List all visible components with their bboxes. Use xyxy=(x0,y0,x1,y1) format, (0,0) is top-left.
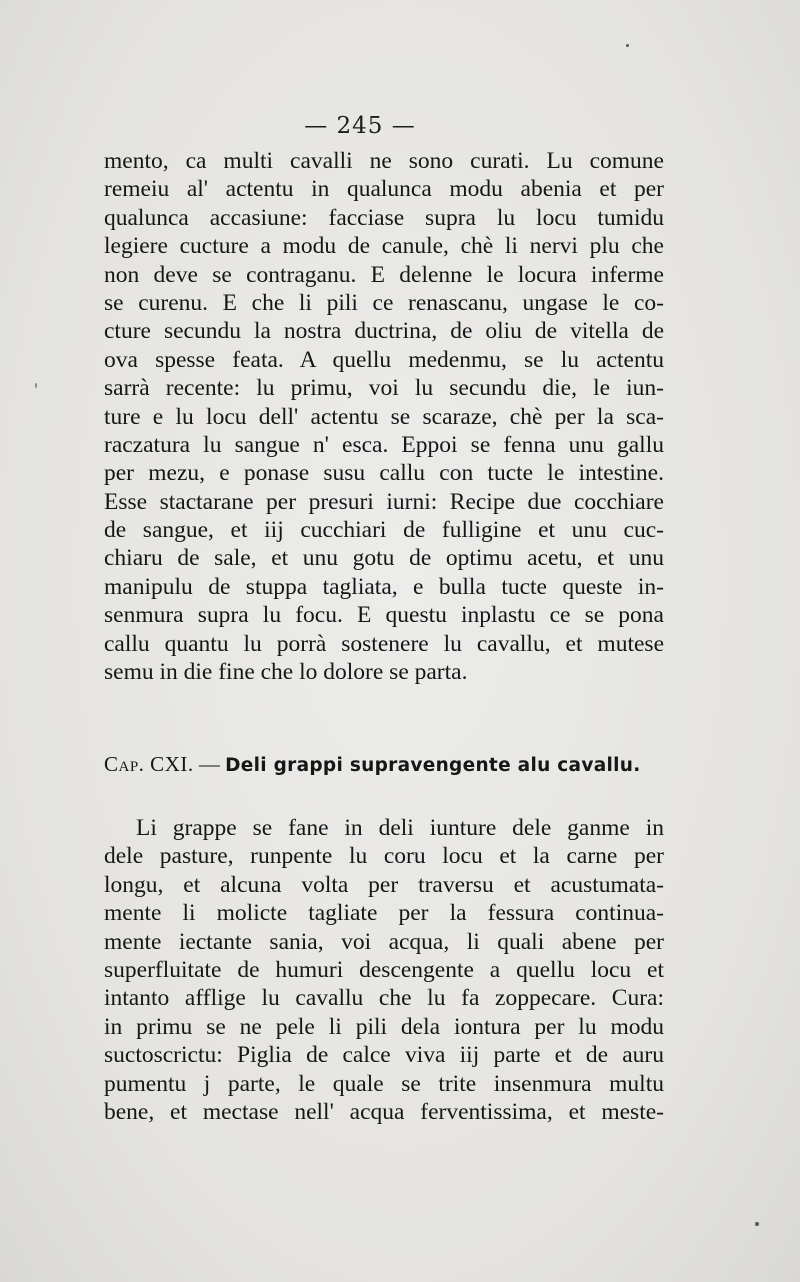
text-line: sarrà recente: lu primu, voi lu secundu die, le iun- xyxy=(104,375,664,402)
paper-speck xyxy=(626,44,629,47)
text-line: manipulu de stuppa tagliata, e bulla tucte queste in- xyxy=(104,573,664,600)
text-line: remeiu al' actentu in qualunca modu abenia et per xyxy=(104,176,664,203)
text-line: ova spesse feata. A quellu medenmu, se lu actentu xyxy=(104,346,664,373)
text-line: Esse stactarane per presuri iurni: Recipe due cocchiare xyxy=(104,488,664,515)
text-line: ture e lu locu dell' actentu se scaraze, chè per la sca- xyxy=(104,403,664,430)
chapter-heading xyxy=(104,752,664,777)
chapter-number: Cap. CXI. xyxy=(104,752,194,776)
text-line: mento, ca multi cavalli ne sono curati. Lu comune xyxy=(104,148,664,174)
text-line: mente li molicte tagliate per la fessura continua- xyxy=(104,900,664,927)
text-line: pumentu j parte, le quale se trite insenmura multu xyxy=(104,1070,664,1097)
text-line: cture secundu la nostra ductrina, de oliu de vitella de xyxy=(104,318,664,345)
text-line: bene, et mectase nell' acqua ferventissima, et meste- xyxy=(104,1098,664,1125)
page-number: — 245 — xyxy=(304,113,416,139)
text-line: chiaru de sale, et unu gotu de optimu acetu, et unu xyxy=(104,545,664,572)
text-line: legiere cucture a modu de canule, chè li nervi plu che xyxy=(104,233,664,260)
text-line: mente iectante sania, voi acqua, li quali abene per xyxy=(104,928,664,955)
text-line: in primu se ne pele li pili dela iontura per lu modu xyxy=(104,1013,664,1040)
text-line: per mezu, e ponase susu callu con tucte le intestine. xyxy=(104,460,664,487)
paragraph-1 xyxy=(104,147,664,686)
text-line: callu quantu lu porrà sostenere lu cavallu, et mutese xyxy=(104,630,664,657)
chapter-title: Deli grappi supravengente alu cavallu. xyxy=(225,755,641,776)
text-line: suctoscrictu: Piglia de calce viva iij parte et de auru xyxy=(104,1042,664,1069)
text-line: superfluitate de humuri descengente a quellu locu et xyxy=(104,956,664,983)
text-line: raczatura lu sangue n' esca. Eppoi se fenna unu gallu xyxy=(104,431,664,458)
chapter-dash: — xyxy=(193,752,226,776)
text-line: longu, et alcuna volta per traversu et acustumata- xyxy=(104,871,664,898)
text-line: intanto afflige lu cavallu che lu fa zoppecare. Cura: xyxy=(104,985,664,1012)
paper-speck xyxy=(755,1222,759,1226)
text-line: se curenu. E che li pili ce renascanu, ungase le co- xyxy=(104,289,664,316)
text-line: semu in die fine che lo dolore se parta. xyxy=(104,659,468,686)
text-line: non deve se contraganu. E delenne le locura inferme xyxy=(104,261,664,288)
text-line: qualunca accasiune: facciase supra lu locu tumidu xyxy=(104,204,664,231)
text-line: Li grappe se fane in deli iunture dele ganme in xyxy=(136,815,664,841)
text-line: senmura supra lu focu. E questu inplastu ce se pona xyxy=(104,602,664,629)
paper-speck xyxy=(35,383,37,388)
paragraph-2 xyxy=(104,814,664,1126)
text-line: de sangue, et iij cucchiari de fulligine et unu cuc- xyxy=(104,517,664,544)
text-line: dele pasture, runpente lu coru locu et la carne per xyxy=(104,843,664,870)
